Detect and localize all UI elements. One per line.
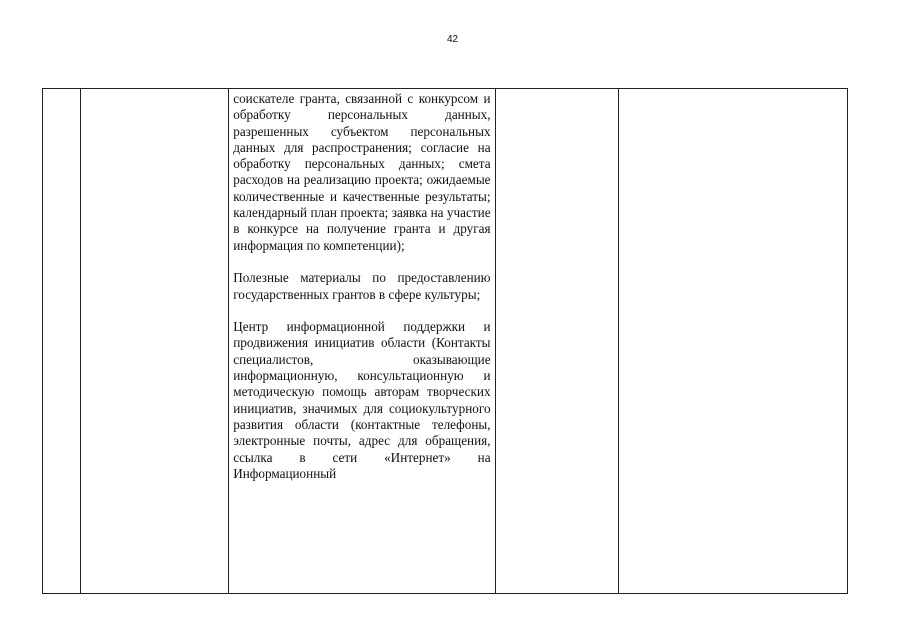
- table-cell-col5: [618, 89, 847, 594]
- table-cell-number: [43, 89, 81, 594]
- content-paragraph-2: Полезные материалы по предоставлению государственных грантов в сфере культуры;: [233, 270, 491, 302]
- table-cell-col4: [495, 89, 618, 594]
- table-row: [43, 89, 848, 594]
- table-cell-content: [229, 89, 495, 594]
- cell-text-block: [229, 89, 494, 482]
- content-paragraph-3: Центр информационной поддержки и продвижения инициатив области (Контакты специалистов, оказывающие информационную, консультационную и методическую помощь авторам творческих инициатив, значимых для социокультурного развития области (контактные телефоны, электронные почты, адрес для обращения, ссылка в сети «Интернет» на Информационный: [233, 319, 491, 481]
- content-paragraph-1: соискателе гранта, связанной с конкурсом и обработку персональных данных, разрешенных субъектом персональных данных для распространения; согласие на обработку персональных данных; смета расходов на реализацию проекта; ожидаемые количественные и качественные результаты; календарный план проекта; заявка на участие в конкурсе на получение гранта и другая информация по компетенции);: [233, 91, 491, 253]
- document-table: [42, 88, 848, 594]
- page-number: 42: [446, 34, 459, 45]
- table-cell-name: [81, 89, 229, 594]
